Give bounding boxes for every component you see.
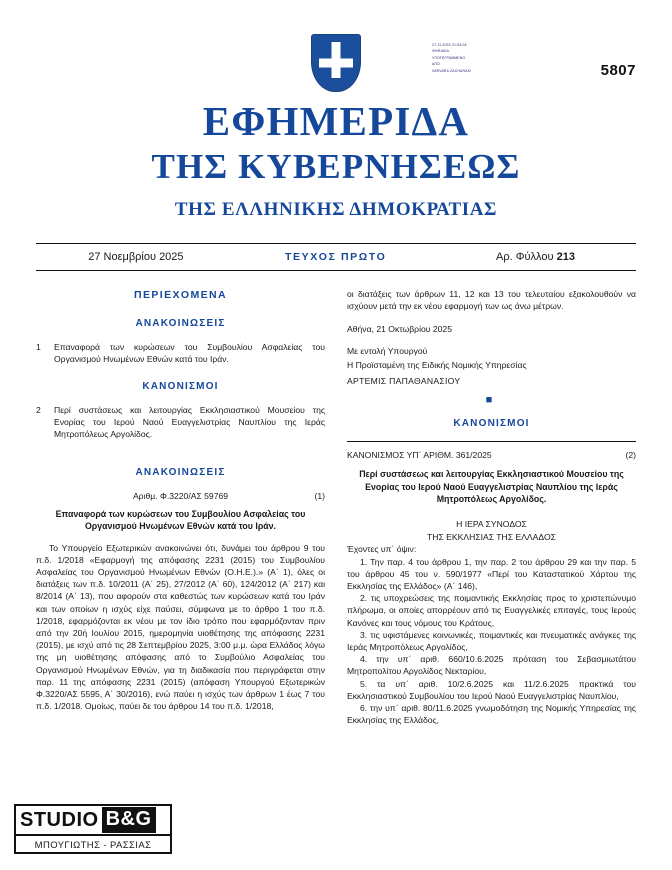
toc-group-label-regulations: ΚΑΝΟΝΙΣΜΟΙ (142, 380, 219, 392)
toc-entry-number: 1 (36, 342, 41, 353)
document-title: Επαναφορά των κυρώσεων του Συμβουλίου Ασφαλείας του Οργανισμού Ηνωμένων Εθνών κατά του Ιράν. (55, 508, 306, 532)
toc-entry-text: Περί συστάσεως και λειτουργίας Εκκλησιαστικού Μουσείου της Ενορίας του Ιερού Ναού Ευαγγελιστρίας Ναυπλίου της Ιεράς Μητροπόλεως Αργολίδος. (54, 404, 325, 440)
studio-watermark-logo (14, 804, 172, 854)
watermark-word-bg: B&G (102, 807, 156, 833)
stamp-line-2: ΥΠΟΓΕΓΡΑΜΜΕΝΟ (432, 55, 466, 60)
content-columns (36, 288, 636, 848)
announcements-section-heading: ΑΝΑΚΟΙΝΩΣΕΙΣ (135, 467, 226, 479)
regulation-item: 6. την υπ΄ αριθ. 80/11.6.2025 γνωμοδότηση της Νομικής Υπηρεσίας της Εκκλησίας της Ελλάδος, (347, 703, 636, 726)
authority-line2: ΤΗΣ ΕΚΚΛΗΣΙΑΣ ΤΗΣ ΕΛΛΑΔΟΣ (427, 531, 556, 542)
gazette-title-line2: ΤΗΣ ΚΥΒΕΡΝΗΣΕΩΣ (151, 146, 521, 186)
by-order-line: Με εντολή Υπουργού (347, 345, 428, 356)
issue-type: ΤΕΥΧΟΣ ΠΡΩΤΟ (284, 250, 387, 263)
regulation-title: Περί συστάσεως και λειτουργίας Εκκλησιαστικού Μουσείου της Ενορίας του Ιερού Ναού Ευαγγελιστρίας Ναυπλίου της Ιεράς Μητροπόλεως Αργολίδος. (359, 469, 624, 505)
left-column (36, 288, 325, 848)
issue-number-label: Αρ. Φύλλου (496, 250, 554, 263)
toc-entry-number: 2 (36, 404, 41, 415)
regulation-item: 5. τα υπ΄ αριθ. 10/2.6.2025 και 11/2.6.2025 πρακτικά του Εκκλησιαστικού Συμβουλίου του Ιερού Ναού Ευαγγελιστρίας Ναυπλίου, (347, 678, 636, 701)
toc-group-label-announcements: ΑΝΑΚΟΙΝΩΣΕΙΣ (135, 317, 226, 329)
toc-entry[interactable] (36, 404, 325, 441)
section-divider-ornament: ■ (485, 394, 498, 407)
issuing-authority (347, 518, 636, 544)
right-column (347, 288, 636, 848)
toc-heading: ΠΕΡΙΕΧΟΜΕΝΑ (134, 289, 227, 301)
document-item-marker: (1) (314, 491, 325, 502)
issue-date: 27 Νοεμβρίου 2025 (88, 250, 184, 263)
place-and-date: Αθήνα, 21 Οκτωβρίου 2025 (347, 324, 452, 335)
stamp-line-4: VARVARA ZACHARAKI (432, 68, 472, 73)
document-paragraph: Το Υπουργείο Εξωτερικών ανακοινώνει ότι, δυνάμει του άρθρου 9 του π.δ. 1/2018 «Εφαρμογή της απόφασης 2231 (2015) του Συμβουλίου Ασφαλείας του Οργανισμού Ηνωμένων Εθνών (Ο.Η.Ε.).» (Α΄ 1), όλες οι διατάξεις των π.δ. 10/2011 (Α΄ 25), 27/2012 (Α΄ 60), 124/2012 (Α΄ 217) και 8/2014 (Α΄ 13), που αφορούν στα καθεστώς των κυρώσεων κατά του Ιράν και των οποίων η ισχύς είχε παύσει, σύμφωνα με το άρθρο 1 του π.δ. 1/2018, εφαρμόζονται εκ νέου με τον ίδιο τρόπο που εφαρμόζονταν πριν από την 20ή Ιουλίου 2015, ημερομηνία υιοθέτησης της απόφασης 2231 (2015), με ισχύ από τις 28 Σεπτεμβρίου 2025, 3:00 μ.μ. ώρα Ελλάδος λόγω της μη υιοθέτησης απόφασης από το Συμβούλιο Ασφαλείας του Οργανισμού Ηνωμένων Εθνών, για τη διαδικασία που περιγράφεται στην παρ. 11 της απόφασης 2231 (2015) (απόφαση Υπουργού Εξωτερικών Φ.3220/ΑΣ 5595, Α΄ 30/2016), ενώ παύει η ισχύς των άρθρων 1 έως 7 του π.δ. 1/2018. Ομοίως, παύει δε του άρθρου 14 του π.δ. 1/2018, (36, 542, 325, 712)
gazette-title-line1: ΕΦΗΜΕΡΙΔΑ (202, 98, 470, 144)
issue-number-value: 213 (556, 250, 575, 263)
regulation-number: ΚΑΝΟΝΙΣΜΟΣ ΥΠ΄ ΑΡΙΘΜ. 361/2025 (347, 450, 492, 461)
page-number: 5807 (600, 62, 636, 79)
issue-bar (36, 243, 636, 271)
document-number: Αριθμ. Φ.3220/ΑΣ 59769 (132, 491, 229, 502)
document-number-row (36, 490, 325, 502)
coat-of-arms-icon (308, 34, 364, 96)
stamp-line-0: 27.11.2025 21:04:04 (432, 43, 467, 47)
regulation-item-marker: (2) (625, 450, 636, 461)
regulation-item: 1. Την παρ. 4 του άρθρου 1, την παρ. 2 του άρθρου 29 και την παρ. 5 του άρθρου 45 του ν. 590/1977 «Περί του Καταστατικού Χάρτου της Εκκλησίας της Ελλάδος» (Α΄ 146), (347, 556, 636, 592)
signer-role: Η Προϊσταμένη της Ειδικής Νομικής Υπηρεσίας (347, 359, 527, 370)
issue-number (436, 251, 636, 263)
masthead (0, 0, 672, 221)
authority-line1: Η ΙΕΡΑ ΣΥΝΟΔΟΣ (456, 518, 527, 529)
watermark-subtitle: ΜΠΟΥΓΙΩΤΗΣ - ΡΑΣΣΙΑΣ (16, 834, 170, 854)
gazette-title-line3: ΤΗΣ ΕΛΛΗΝΙΚΗΣ ΔΗΜΟΚΡΑΤΙΑΣ (174, 198, 498, 220)
stamp-line-1: ΨΗΦΙΑΚΑ (432, 49, 450, 54)
signature-block (347, 323, 636, 387)
watermark-word-studio: STUDIO (20, 808, 99, 831)
toc-entry-text: Επαναφορά των κυρώσεων του Συμβουλίου Ασφαλείας του Οργανισμού Ηνωμένων Εθνών κατά του Ιράν. (54, 342, 325, 365)
having-regard-line: Έχοντες υπ΄ όψιν: (347, 544, 417, 555)
stamp-line-3: ΑΠΟ (432, 62, 440, 67)
regulation-item: 4. την υπ΄ αριθ. 660/10.6.2025 πρόταση του Σεβασμιωτάτου Μητροπολίτου Αργολίδος Νεκταρίου, (347, 654, 636, 677)
regulations-section-heading: ΚΑΝΟΝΙΣΜΟΙ (453, 417, 530, 429)
signer-name: ΑΡΤΕΜΙΣ ΠΑΠΑΘΑΝΑΣΙΟΥ (347, 376, 461, 387)
regulation-item: 3. τις υφιστάμενες κοινωνικές, ποιμαντικές και πνευματικές ανάγκες της Ιεράς Μητροπόλεως Αργολίδος, (347, 629, 636, 653)
toc-entry[interactable] (36, 341, 325, 365)
continuation-paragraph: οι διατάξεις των άρθρων 11, 12 και 13 του τελευταίου εξακολουθούν να ισχύουν μετά την εκ νέου εφαρμογή των ως άνω μέτρων. (347, 289, 636, 312)
regulation-item: 2. τις υποχρεώσεις της ποιμαντικής Εκκλησίας προς το χριστεπώνυμο πλήρωμα, οι οποίες απορρέουν από τις Ευαγγελικές επιταγές, τους Ιερούς Κανόνες και τους νόμους του Κράτους, (347, 593, 636, 628)
digital-signature-stamp (432, 42, 528, 74)
regulation-header (347, 441, 636, 461)
